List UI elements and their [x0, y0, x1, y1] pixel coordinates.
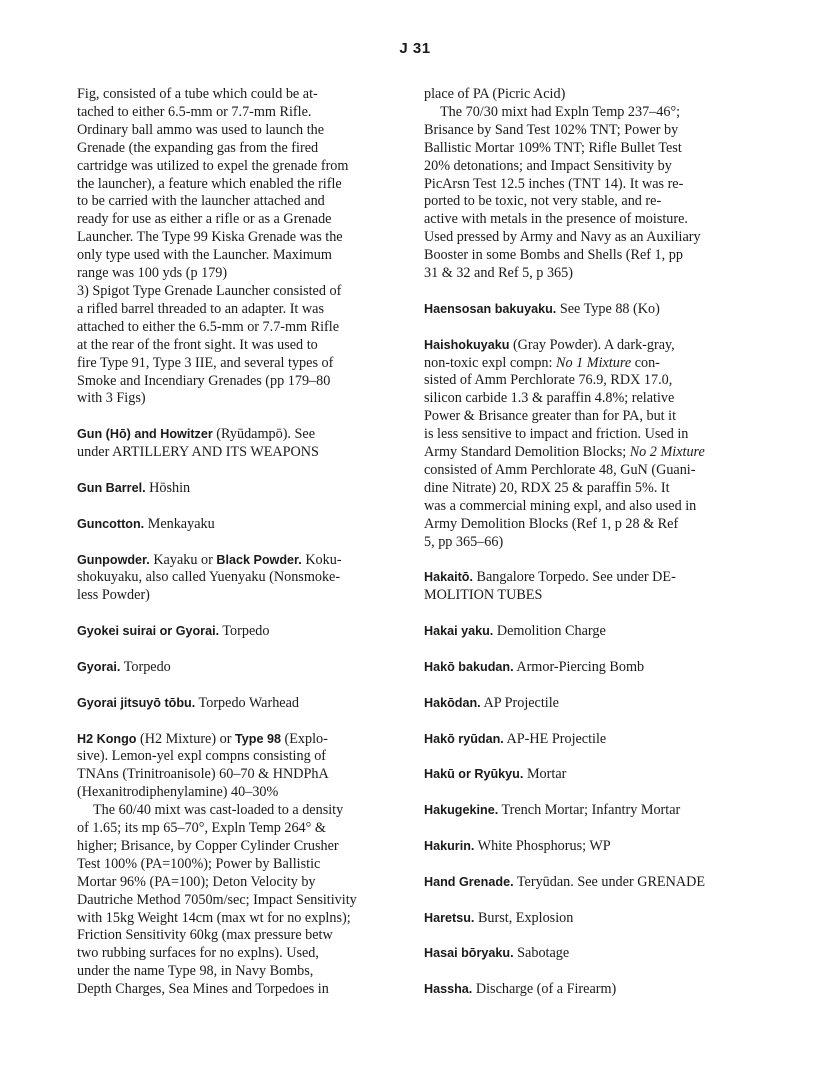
entry-text: White Phosphorus; WP — [474, 837, 611, 854]
entry-text: (Gray Powder). A dark-gray, — [509, 336, 675, 353]
dictionary-entry — [424, 731, 750, 749]
text-line — [424, 265, 750, 283]
text-line — [424, 355, 750, 373]
text-line — [77, 319, 377, 337]
text-line — [424, 229, 750, 247]
entry-text: consisted of Amm Perchlorate 48, GuN (Guani- — [424, 462, 696, 478]
entry-text: Ordinary ball ammo was used to launch the — [77, 121, 325, 138]
text-line — [77, 731, 377, 749]
dictionary-entry — [77, 516, 377, 534]
entry-text: with 15kg Weight 14cm (max wt for no explns); — [77, 909, 351, 926]
entry-text: Depth Charges, Sea Mines and Torpedoes in — [77, 981, 329, 998]
entry-text: Launcher. The Type 99 Kiska Grenade was the — [77, 229, 343, 246]
dictionary-entry — [77, 86, 377, 408]
entry-headword: Haishokuyaku — [424, 337, 510, 352]
dictionary-entry — [77, 426, 377, 462]
text-line — [424, 695, 750, 713]
entry-text: (H2 Mixture) or — [136, 730, 235, 747]
entry-text: of 1.65; its mp 65–70°, Expln Temp 264° & — [77, 820, 326, 837]
entry-headword: Howitzer — [160, 427, 213, 442]
entry-headword: Hakō ryūdan. — [424, 731, 504, 746]
text-line — [424, 569, 750, 587]
entry-text: Used pressed by Army and Navy as an Auxiliary — [424, 229, 701, 246]
text-line — [424, 86, 750, 104]
entry-headword: Gun Barrel. — [77, 480, 146, 495]
entry-text: shokuyaku, also called Yuenyaku (Nonsmoke- — [77, 569, 341, 586]
entry-text: Bangalore Torpedo. See under DE- — [473, 569, 676, 586]
dictionary-entry — [424, 874, 750, 892]
entry-headword: Gyokei suirai or Gyorai. — [77, 624, 220, 639]
entry-text: with 3 Figs) — [77, 390, 146, 407]
text-line — [424, 211, 750, 229]
text-line — [424, 874, 750, 892]
text-line — [424, 981, 750, 999]
text-line — [77, 373, 377, 391]
entry-text: Dautriche Method 7050m/sec; Impact Sensitivity — [77, 891, 357, 908]
entry-text: Discharge (of a Firearm) — [472, 981, 617, 998]
entry-text: Power & Brisance greater than for PA, but it — [424, 408, 677, 425]
entry-text: Torpedo Warhead — [195, 694, 299, 711]
entry-text: sive). Lemon-yel expl compns consisting of — [77, 748, 327, 765]
entry-text: Armor-Piercing Bomb — [513, 658, 645, 675]
entry-text: Friction Sensitivity 60kg (max pressure betw — [77, 927, 333, 944]
entry-text: Army Standard Demolition Blocks; — [424, 444, 630, 461]
text-line — [424, 802, 750, 820]
text-line — [424, 587, 750, 605]
text-line — [77, 337, 377, 355]
text-line — [424, 104, 750, 122]
text-line — [77, 283, 377, 301]
text-line — [424, 140, 750, 158]
entry-text: Torpedo — [120, 658, 171, 675]
entry-text: Teryūdan. See under GRENADE — [513, 873, 705, 890]
entry-text: con- — [631, 354, 660, 371]
text-line — [77, 158, 377, 176]
entry-text: under the name Type 98, in Navy Bombs, — [77, 963, 314, 980]
entry-text: non-toxic expl compn: — [424, 354, 556, 371]
text-line — [424, 158, 750, 176]
text-line — [424, 176, 750, 194]
text-line — [77, 569, 377, 587]
text-line — [424, 910, 750, 928]
entry-text: under ARTILLERY AND ITS WEAPONS — [77, 444, 319, 461]
dictionary-entry — [77, 480, 377, 498]
entry-headword: Haretsu. — [424, 910, 475, 925]
text-line — [77, 802, 377, 820]
dictionary-entry — [77, 623, 377, 641]
text-line — [424, 408, 750, 426]
dictionary-entry — [424, 623, 750, 641]
entry-text: No 2 Mixture — [629, 444, 705, 461]
text-line — [424, 337, 750, 355]
entry-headword: Type 98 — [234, 731, 281, 746]
text-line — [77, 301, 377, 319]
entry-text: Burst, Explosion — [474, 909, 574, 926]
text-line — [77, 480, 377, 498]
entry-text: fire Type 91, Type 3 IIE, and several types of — [77, 354, 334, 371]
text-line — [424, 659, 750, 677]
text-line — [77, 766, 377, 784]
text-line — [77, 552, 377, 570]
entry-headword: Guncotton. — [77, 516, 145, 531]
text-line — [77, 193, 377, 211]
entry-text: the launcher), a feature which enabled the rifle — [77, 175, 342, 192]
right-column — [424, 86, 750, 1017]
entry-text: dine Nitrate) 20, RDX 25 & paraffin 5%. It — [424, 479, 670, 496]
text-line — [77, 659, 377, 677]
entry-text: ported to be toxic, not very stable, and re- — [424, 193, 662, 210]
entry-text: PicArsn Test 12.5 inches (TNT 14). It was re- — [424, 175, 684, 192]
entry-text: a rifled barrel threaded to an adapter. It was — [77, 300, 324, 317]
entry-headword: Gun (Hō) and — [77, 427, 161, 442]
text-line — [77, 784, 377, 802]
text-line — [77, 838, 377, 856]
entry-text: Grenade (the expanding gas from the fired — [77, 139, 319, 156]
text-line — [424, 945, 750, 963]
entry-headword: Gyorai jitsuyō tōbu. — [77, 695, 196, 710]
text-line — [77, 856, 377, 874]
entry-text: Mortar 96% (PA=100); Deton Velocity by — [77, 873, 316, 890]
entry-text: Ballistic Mortar 109% TNT; Rifle Bullet Test — [424, 139, 682, 156]
entry-text: (Explo- — [280, 730, 328, 747]
text-line — [77, 963, 377, 981]
entry-text: Sabotage — [513, 945, 570, 962]
entry-text: The 60/40 mixt was cast-loaded to a density — [93, 802, 344, 819]
entry-headword: Gunpowder. — [77, 552, 150, 567]
entry-text: is less sensitive to impact and friction. Used in — [424, 426, 689, 443]
entry-text: silicon carbide 1.3 & paraffin 4.8%; relative — [424, 390, 675, 407]
text-line — [424, 623, 750, 641]
entry-headword: Hakū or Ryūkyu. — [424, 767, 524, 782]
entry-text: AP Projectile — [480, 694, 559, 711]
entry-headword: Gyorai. — [77, 659, 121, 674]
entry-text: Torpedo — [219, 623, 270, 640]
entry-text: AP-HE Projectile — [503, 730, 607, 747]
text-line — [424, 301, 750, 319]
entry-headword: Hakaitō. — [424, 570, 473, 585]
text-line — [424, 372, 750, 390]
text-line — [77, 86, 377, 104]
entry-text: to be carried with the launcher attached and — [77, 193, 325, 210]
left-column — [77, 86, 377, 1017]
entry-text: Koku- — [301, 551, 342, 568]
text-line — [77, 444, 377, 462]
entry-text: Mortar — [523, 766, 567, 783]
entry-text: Menkayaku — [144, 515, 215, 532]
entry-text: The 70/30 mixt had Expln Temp 237–46°; — [440, 103, 681, 120]
text-line — [77, 211, 377, 229]
text-line — [424, 838, 750, 856]
entry-text: 5, pp 365–66) — [424, 533, 504, 550]
entry-text: place of PA (Picric Acid) — [424, 86, 566, 102]
entry-text: 31 & 32 and Ref 5, p 365) — [424, 265, 573, 282]
text-line — [77, 122, 377, 140]
entry-text: Booster in some Bombs and Shells (Ref 1, pp — [424, 247, 683, 264]
dictionary-entry — [424, 86, 750, 104]
dictionary-entry — [77, 552, 377, 606]
dictionary-entry — [77, 802, 377, 999]
text-line — [77, 516, 377, 534]
dictionary-entry — [424, 301, 750, 319]
text-line — [77, 623, 377, 641]
entry-text: Trench Mortar; Infantry Mortar — [498, 802, 681, 819]
entry-text: 20% detonations; and Impact Sensitivity by — [424, 157, 672, 174]
entry-text: TNAns (Trinitroanisole) 60–70 & HNDPhA — [77, 766, 329, 783]
text-line — [77, 820, 377, 838]
entry-text: Fig, consisted of a tube which could be at- — [77, 86, 318, 102]
entry-text: Brisance by Sand Test 102% TNT; Power by — [424, 121, 679, 138]
entry-headword: Hakurin. — [424, 838, 475, 853]
entry-text: ready for use as either a rifle or as a Grenade — [77, 211, 332, 228]
entry-text: Hōshin — [145, 479, 191, 496]
entry-text: Test 100% (PA=100%); Power by Ballistic — [77, 855, 321, 872]
entry-text: sisted of Amm Perchlorate 76.9, RDX 17.0, — [424, 372, 673, 389]
text-line — [77, 355, 377, 373]
text-line — [77, 390, 377, 408]
dictionary-entry — [424, 569, 750, 605]
entry-text: No 1 Mixture — [556, 354, 632, 371]
text-line — [424, 462, 750, 480]
text-line — [77, 229, 377, 247]
entry-headword: Hakai yaku. — [424, 624, 494, 639]
entry-text: active with metals in the presence of moisture. — [424, 211, 688, 228]
page-number: J 31 — [399, 40, 431, 57]
text-line — [77, 981, 377, 999]
entry-text: tached to either 6.5-mm or 7.7-mm Rifle. — [77, 103, 312, 120]
dictionary-entry — [77, 659, 377, 677]
text-line — [424, 731, 750, 749]
dictionary-entry — [424, 981, 750, 999]
text-line — [424, 766, 750, 784]
entry-text: cartridge was utilized to expel the grenade from — [77, 157, 349, 174]
entry-text: (Ryūdampō). See — [212, 426, 316, 443]
text-line — [77, 910, 377, 928]
entry-text: two rubbing surfaces for no explns). Used, — [77, 945, 319, 962]
text-line — [424, 516, 750, 534]
text-line — [424, 444, 750, 462]
text-line — [77, 104, 377, 122]
entry-headword: Haensosan bakuyaku. — [424, 301, 557, 316]
dictionary-entry — [424, 945, 750, 963]
entry-text: (Hexanitrodiphenylamine) 40–30% — [77, 784, 279, 801]
entry-text: MOLITION TUBES — [424, 587, 543, 604]
text-line — [424, 390, 750, 408]
entry-headword: Hakugekine. — [424, 803, 499, 818]
text-line — [77, 748, 377, 766]
text-line — [77, 265, 377, 283]
dictionary-entry — [424, 910, 750, 928]
entry-text: at the rear of the front sight. It was used to — [77, 336, 318, 353]
entry-text: attached to either the 6.5-mm or 7.7-mm Rifle — [77, 318, 339, 335]
text-line — [424, 122, 750, 140]
entry-headword: H2 Kongo — [77, 731, 137, 746]
text-line — [424, 498, 750, 516]
dictionary-entry — [424, 659, 750, 677]
text-line — [77, 695, 377, 713]
text-line — [77, 927, 377, 945]
text-line — [77, 587, 377, 605]
dictionary-entry — [424, 766, 750, 784]
text-line — [77, 892, 377, 910]
text-line — [77, 247, 377, 265]
entry-text: range was 100 yds (p 179) — [77, 265, 228, 282]
text-line — [424, 426, 750, 444]
text-line — [77, 874, 377, 892]
entry-text: See Type 88 (Ko) — [556, 300, 660, 317]
entry-text: Kayaku or — [149, 551, 217, 568]
text-line — [77, 176, 377, 194]
dictionary-entry — [424, 695, 750, 713]
entry-text: Army Demolition Blocks (Ref 1, p 28 & Ref — [424, 515, 679, 532]
dictionary-entry — [424, 802, 750, 820]
entry-text: only type used with the Launcher. Maximum — [77, 247, 332, 264]
entry-text: was a commercial mining expl, and also used in — [424, 497, 697, 514]
text-line — [77, 140, 377, 158]
entry-headword: Hasai bōryaku. — [424, 946, 514, 961]
entry-headword: Black Powder. — [216, 552, 302, 567]
dictionary-entry — [77, 731, 377, 803]
text-line — [424, 193, 750, 211]
entry-text: Demolition Charge — [493, 623, 606, 640]
entry-headword: Hakō bakudan. — [424, 659, 514, 674]
text-line — [424, 480, 750, 498]
text-line — [424, 247, 750, 265]
entry-text: less Powder) — [77, 587, 150, 604]
entry-headword: Hassha. — [424, 982, 473, 997]
entry-headword: Hakōdan. — [424, 695, 481, 710]
text-line — [77, 426, 377, 444]
entry-text: 3) Spigot Type Grenade Launcher consisted of — [77, 282, 342, 299]
text-line — [424, 534, 750, 552]
entry-headword: Hand Grenade. — [424, 874, 514, 889]
dictionary-entry — [424, 337, 750, 552]
dictionary-entry — [424, 838, 750, 856]
dictionary-entry — [77, 695, 377, 713]
dictionary-entry — [424, 104, 750, 283]
entry-text: higher; Brisance, by Copper Cylinder Crusher — [77, 837, 339, 854]
text-line — [77, 945, 377, 963]
entry-text: Smoke and Incendiary Grenades (pp 179–80 — [77, 372, 331, 389]
